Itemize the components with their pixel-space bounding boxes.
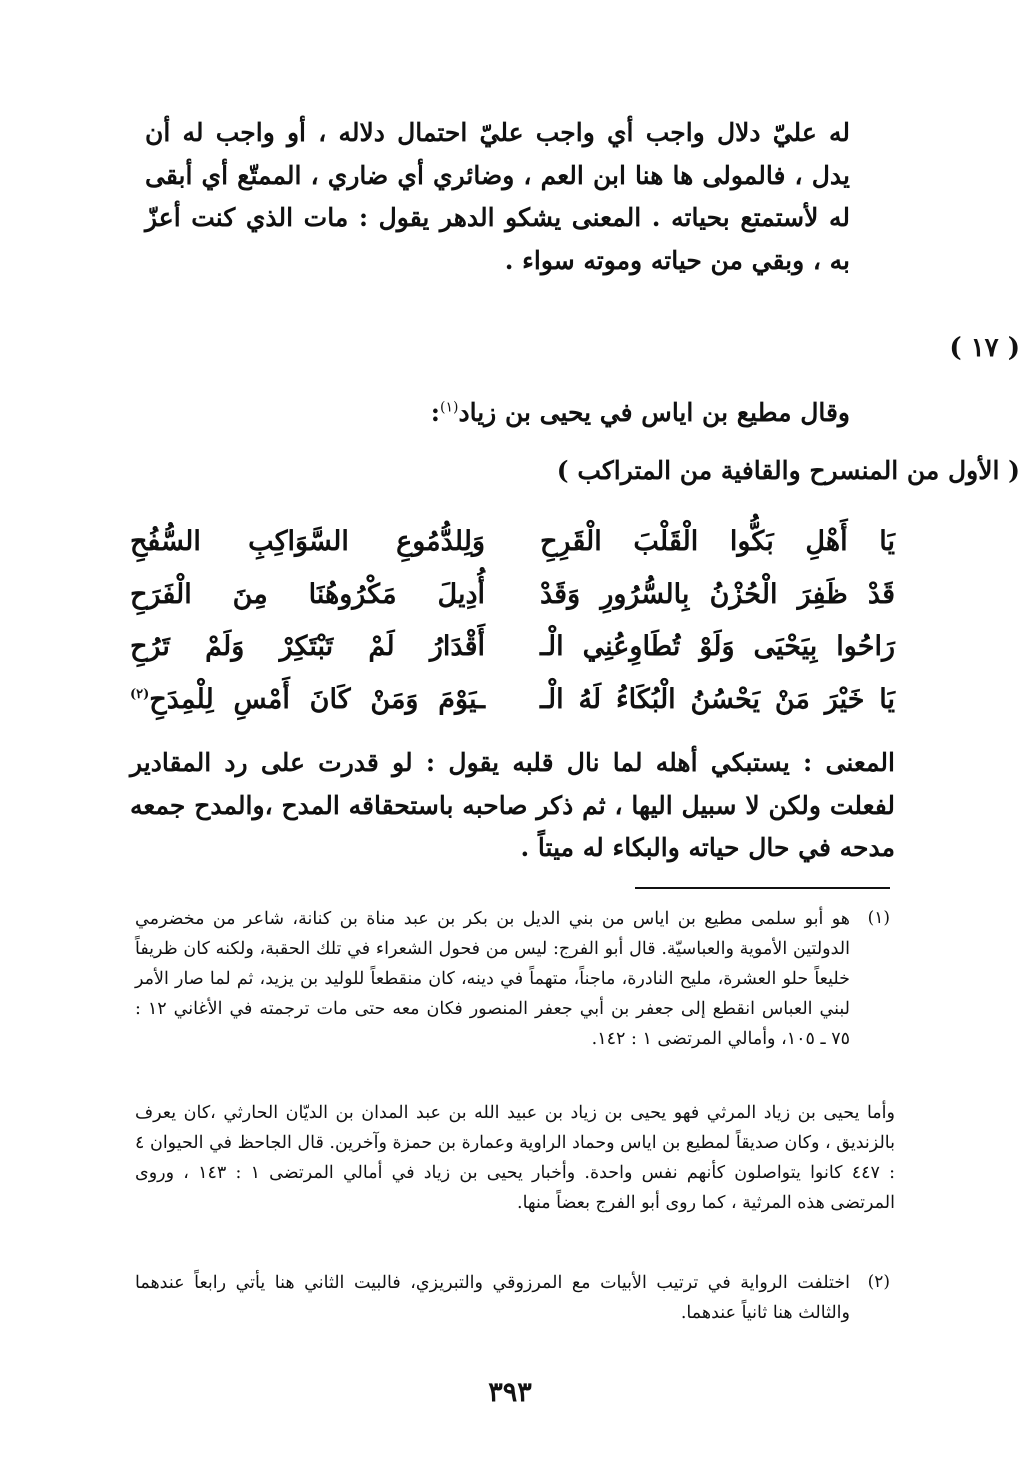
footnote-marker: (٢) [867,1272,890,1292]
verse-line [130,579,895,629]
poem-intro-text: وقال مطيع بن اياس في يحيى بن زياد [458,398,850,427]
footnote-marker: (١) [867,908,890,928]
footnote-1 [135,904,890,1054]
footnote-reference-2: (٢) [130,687,150,702]
verse-first-hemistich: رَاحُوا بِيَحْيَى وَلَوْ تُطَاوِعُنِي الْـ [540,631,895,662]
verse-second-hemistich: أُدِيلَ مَكْرُوهُنَا مِنَ الْفَرَحِ [130,579,485,610]
footnote-text: هو أبو سلمى مطيع بن اياس من بني الديل بن بكر بن عبد مناة بن كنانة، شاعر من مخضرمي الدولتين الأموية والعباسيّة. قال أبو الفرج: ليس من فحول الشعراء في تلك الحقبة، ولكنه كان ظريفاً خليعاً حلو العشرة، مليح النادرة، ماجناً، متهماً في دينه، كان منقطعاً للوليد بن يزيد، ثم لما صار الأمر لبني العباس انقطع إلى جعفر بن أبي جعفر المنصور فكان معه حتى مات ترجمته في الأغاني ١٢ : ٧٥ ـ ١٠٥، وأمالي المرتضى ١ : ١٤٢. [135,909,850,1050]
intro-paragraph: له عليّ دلال واجب أي واجب عليّ احتمال دلاله ، أو واجب له أن يدل ، فالمولى ها هنا ابن العم ، وضائري أي ضاري ، الممتّع أي أبقى له لأستمتع بحياته . المعنى يشكو الدهر يقول : مات الذي كنت أعزّ به ، وبقي من حياته وموته سواء . [145,118,850,275]
poem-number: ( ١٧ ) [949,333,1020,363]
verse-first-hemistich: يَا خَيْرَ مَنْ يَحْسُنُ الْبُكَاءُ لَهُ الْـ [540,684,895,715]
verse-line [130,684,895,734]
verse-second-hemistich: وَلِلدُّمُوعِ السَّوَاكِبِ السُّفُحِ [130,526,485,557]
verse-second-hemistich-text: ـيَوْمَ وَمَنْ كَانَ أَمْسِ لِلْمِدَحِ [149,684,485,715]
verse-line [130,631,895,681]
footnote-text: وأما يحيى بن زياد المرثي فهو يحيى بن زياد بن عبيد الله بن عبد المدان بن الديّان الحارثي ،كان يعرف بالزنديق ، وكان صديقاً لمطيع بن اياس وحماد الراوية وعمارة بن حمزة وآخرين. قال الجاحظ في الحيوان ٤ : ٤٤٧ كانوا يتواصلون كأنهم نفس واحدة. وأخبار يحيى بن زياد في أمالي المرتضى ١ : ١٤٣ ، وروى المرتضى هذه المرثية ، كما روى أبو الفرج بعضاً منها. [135,1103,895,1214]
footnote-reference-1: (١) [439,399,459,416]
poem-intro-colon: : [430,398,440,427]
verse-first-hemistich: يَا أَهْلِ بَكُّوا الْقَلْبَ الْقَرِحِ [540,526,895,557]
verse-line [130,526,895,576]
verse-first-hemistich: قَدْ ظَفِرَ الْحُزْنُ بِالسُّرُورِ وَقَدْ [540,579,895,610]
verse-second-hemistich: أَقْدَارُ لَمْ تَبْتَكِرْ وَلَمْ تَرُحِ [130,631,485,662]
footnote-2 [135,1268,890,1328]
poem-introduction [150,398,850,427]
footnote-1-continuation [135,1098,895,1218]
footnote-text: اختلفت الرواية في ترتيب الأبيات مع المرزوقي والتبريزي، فالبيت الثاني هنا يأتي رابعاً عندهما والثالث هنا ثانياً عندهما. [135,1273,850,1324]
verse-second-hemistich [130,684,485,734]
footnote-divider [635,887,890,889]
page-number: ٣٩٣ [488,1377,532,1408]
poem-meter: ( الأول من المنسرح والقافية من المتراكب ) [556,456,1020,485]
meaning-paragraph: المعنى : يستبكي أهله لما نال قلبه يقول : لو قدرت على رد المقادير لفعلت ولكن لا سبيل اليها ، ثم ذكر صاحبه باستحقاقه المدح ،والمدح جمعه مدحه في حال حياته والبكاء له ميتاً . [130,748,895,862]
